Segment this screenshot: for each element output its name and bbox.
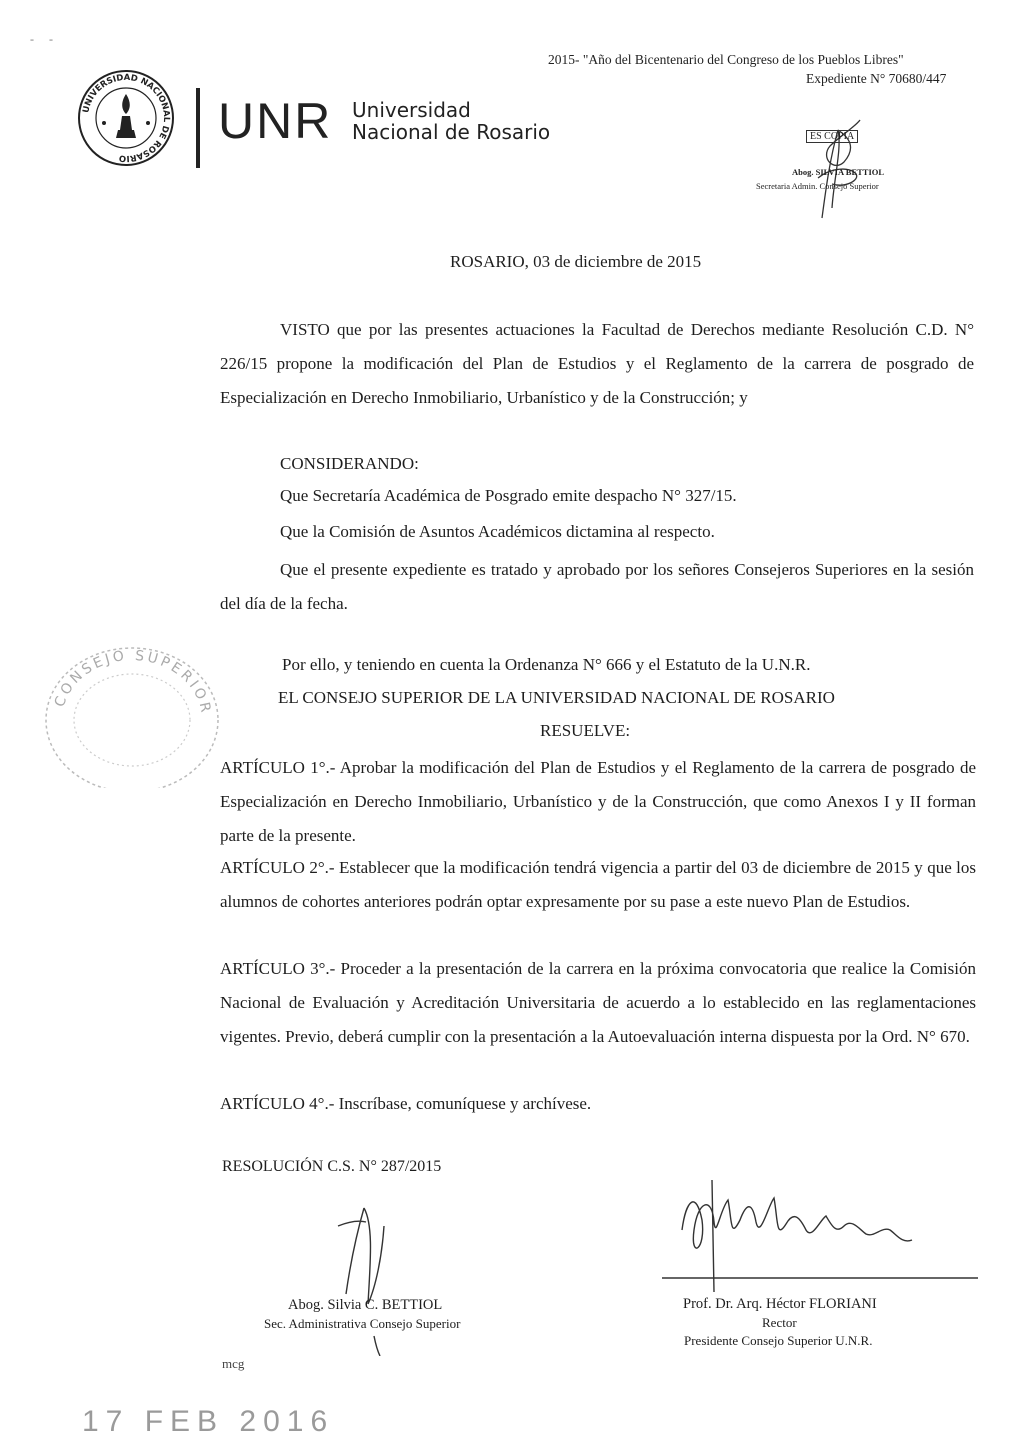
copy-stamp-name: Abog. SILVIA BETTIOL bbox=[792, 167, 885, 177]
council-seal-text: CONSEJO SUPERIOR bbox=[51, 647, 214, 717]
right-signatory-role: Rector bbox=[762, 1315, 797, 1330]
considerando-item: Que el presente expediente es tratado y aprobado por los señores Consejeros Superiores en la sesión del día de la fecha. bbox=[220, 560, 974, 613]
typist-initials: mcg bbox=[222, 1356, 245, 1371]
university-name-line2: Nacional de Rosario bbox=[352, 120, 551, 144]
right-signatory-role-2: Presidente Consejo Superior U.N.R. bbox=[684, 1333, 873, 1348]
council-seal bbox=[34, 628, 230, 788]
seal-text: UNIVERSIDAD NACIONAL DE ROSARIO bbox=[81, 72, 172, 164]
resolution-number: RESOLUCIÓN C.S. N° 287/2015 bbox=[222, 1158, 442, 1175]
left-signatory-role: Sec. Administrativa Consejo Superior bbox=[264, 1316, 461, 1331]
copy-stamp-label: ES COPIA bbox=[806, 130, 858, 143]
article-2: ARTÍCULO 2°.- Establecer que la modificación tendrá vigencia a partir del 03 de diciembre de 2015 y que los alumnos de cohortes anteriores podrán optar expresamente por su pase a este nuevo Plan de Estudios. bbox=[220, 858, 976, 911]
visto-paragraph: VISTO que por las presentes actuaciones la Facultad de Derechos mediante Resolución C.D. N° 226/15 propone la modificación del Plan de Estudios y el Reglamento de la carrera de posgrado de Especialización en Derecho Inmobiliario, Urbanístico y de la Construcción; y bbox=[220, 320, 974, 407]
year-motto: 2015- "Año del Bicentenario del Congreso de los Pueblos Libres" bbox=[548, 52, 904, 67]
university-name-line1: Universidad bbox=[352, 98, 471, 122]
right-signatory-name: Prof. Dr. Arq. Héctor FLORIANI bbox=[683, 1296, 877, 1312]
copy-stamp-role: Secretaria Admin. Consejo Superior bbox=[756, 181, 879, 191]
issuer-line: EL CONSEJO SUPERIOR DE LA UNIVERSIDAD NACIONAL DE ROSARIO bbox=[278, 688, 835, 707]
svg-text:CONSEJO SUPERIOR bbox=[52, 648, 214, 717]
considerando-item: Que Secretaría Académica de Posgrado emite despacho N° 327/15. bbox=[280, 486, 737, 505]
left-signatory-name: Abog. Silvia C. BETTIOL bbox=[288, 1297, 443, 1313]
por-ello-line: Por ello, y teniendo en cuenta la Ordenanza N° 666 y el Estatuto de la U.N.R. bbox=[282, 655, 811, 674]
date-line: ROSARIO, 03 de diciembre de 2015 bbox=[450, 252, 702, 271]
article-4: ARTÍCULO 4°.- Inscríbase, comuníquese y archívese. bbox=[220, 1094, 592, 1113]
scan-corner-mark: - - bbox=[30, 32, 59, 46]
university-seal bbox=[76, 68, 176, 168]
received-date-stamp: 17 FEB 2016 bbox=[82, 1405, 335, 1438]
article-3: ARTÍCULO 3°.- Proceder a la presentación de la carrera en la próxima convocatoria que realice la Comisión Nacional de Evaluación y Acreditación Universitaria de acuerdo a lo establecido en las reglamentaciones vigentes. Previo, deberá cumplir con la presentación a la Autoevaluación interna dispuesta por la Ord. N° 670. bbox=[220, 959, 976, 1046]
resuelve-heading: RESUELVE: bbox=[540, 721, 631, 740]
article-1: ARTÍCULO 1°.- Aprobar la modificación del Plan de Estudios y el Reglamento de la carrera de posgrado de Especialización en Derecho Inmobiliario, Urbanístico y de la Construcción, que como Anexos I y II forman parte de la presente. bbox=[220, 758, 976, 845]
unr-logo-mark: UNR bbox=[218, 93, 333, 149]
expediente-number: Expediente N° 70680/447 bbox=[806, 71, 947, 86]
logo-divider bbox=[196, 88, 200, 168]
considerando-heading: CONSIDERANDO: bbox=[280, 454, 419, 473]
right-signature-scribble bbox=[650, 1160, 980, 1300]
considerando-item: Que la Comisión de Asuntos Académicos dictamina al respecto. bbox=[280, 522, 715, 541]
